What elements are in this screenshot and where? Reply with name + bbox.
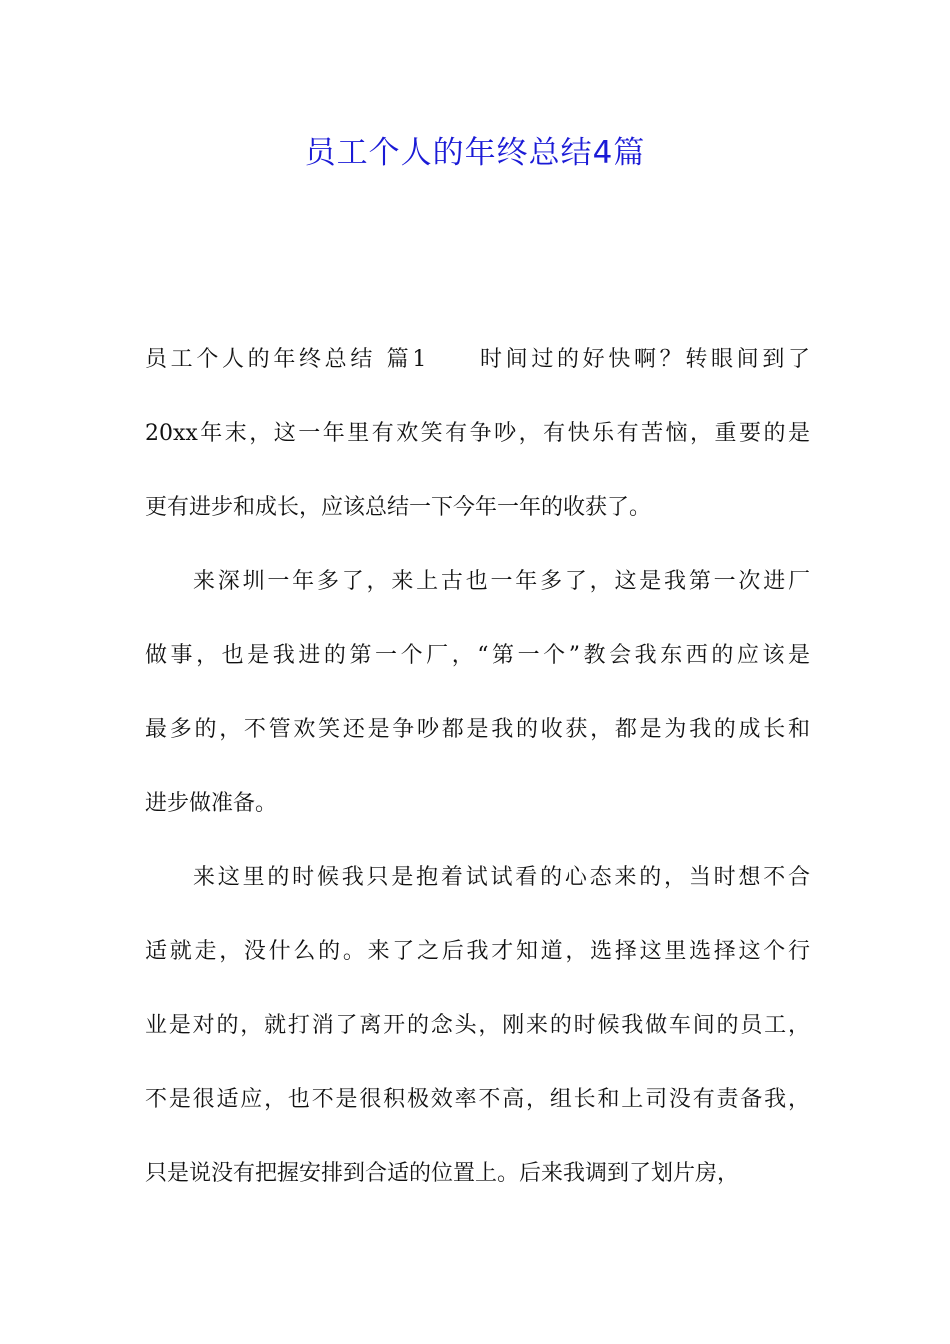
section-heading: 员工个人的年终总结 篇1 [145,347,427,372]
paragraph-3 [145,851,810,1221]
paragraph-1 [145,333,810,555]
paragraph-text: 时间过的好快啊？转眼间到了 [476,347,810,372]
document-body [145,333,810,1221]
paragraph-line: 最多的，不管欢笑还是争吵都是我的收获，都是为我的成长和 [145,717,810,742]
paragraph-line: 不是很适应，也不是很积极效率不高，组长和上司没有责备我， [145,1087,810,1112]
paragraph-line: 做事，也是我进的第一个厂，“第一个”教会我东西的应该是 [145,643,810,668]
paragraph-line: 适就走，没什么的。来了之后我才知道，选择这里选择这个行 [145,939,810,964]
paragraph-line: 进步做准备。 [145,791,278,816]
paragraph-line: 20xx年末，这一年里有欢笑有争吵，有快乐有苦恼，重要的是 [145,421,810,446]
paragraph-2 [145,555,810,851]
document-title: 员工个人的年终总结4篇 [304,135,646,171]
paragraph-line: 来这里的时候我只是抱着试试看的心态来的，当时想不合 [193,865,810,890]
paragraph-line [145,333,810,407]
paragraph-line: 更有进步和成长，应该总结一下今年一年的收获了。 [145,495,652,520]
paragraph-line: 只是说没有把握安排到合适的位置上。后来我调到了划片房， [145,1161,740,1186]
paragraph-line: 业是对的，就打消了离开的念头，刚来的时候我做车间的员工， [145,1013,810,1038]
paragraph-line: 来深圳一年多了，来上古也一年多了，这是我第一次进厂 [193,569,810,594]
